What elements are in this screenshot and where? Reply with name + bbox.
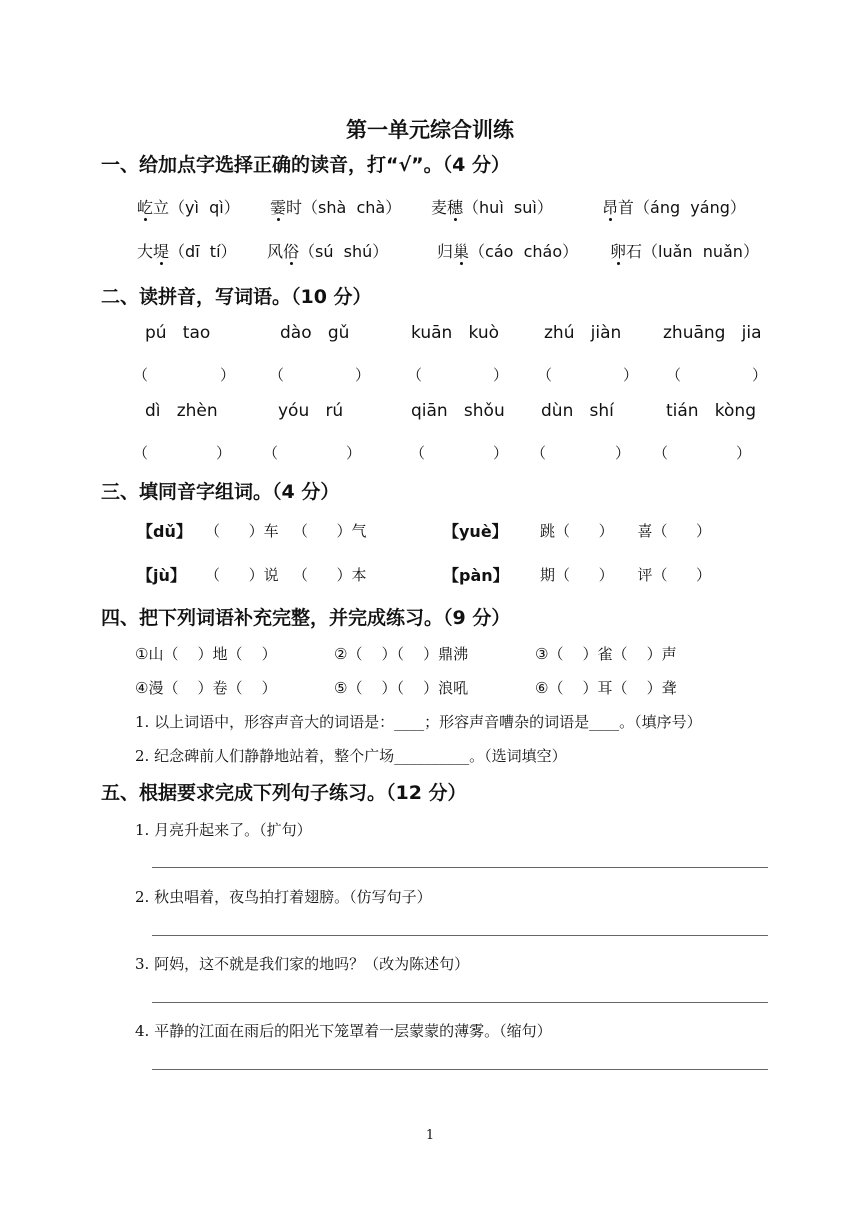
pinyin-word: tián kòng — [666, 401, 756, 421]
answer-paren-open: （ — [263, 444, 279, 462]
pinyin-word: pú tao — [145, 323, 211, 343]
question-text: 2. 秋虫唱着，夜鸟拍打着翅膀。（仿写句子） — [135, 888, 432, 906]
idiom-blank: ④漫（ ）卷（ ） — [135, 679, 277, 697]
idiom-blank: ⑥（ ）耳（ ）聋 — [535, 679, 677, 697]
answer-line — [152, 1002, 768, 1003]
pinyin-word: zhuāng jia — [663, 323, 762, 343]
idiom-blank: ①山（ ）地（ ） — [135, 645, 277, 663]
homophone-key: 【pàn】 — [443, 566, 509, 585]
answer-paren-close: ） — [736, 444, 752, 462]
page-number: 1 — [425, 1128, 435, 1143]
answer-paren-open: （ — [537, 366, 553, 384]
answer-paren-open: （ — [531, 444, 547, 462]
answer-paren-open: （ — [133, 366, 149, 384]
homophone-key: 【jù】 — [137, 566, 186, 585]
question-text: 1. 以上词语中，形容声音大的词语是：____；形容声音嘈杂的词语是____。（填序号） — [135, 713, 702, 731]
answer-paren-close: ） — [493, 366, 509, 384]
answer-paren-open: （ — [269, 366, 285, 384]
page-title: 第一单元综合训练 — [346, 118, 514, 142]
pinyin-choice-item: 麦穗（huì suì） — [431, 198, 553, 217]
answer-paren-open: （ — [666, 366, 682, 384]
answer-paren-open: （ — [133, 444, 149, 462]
section5-heading: 五、根据要求完成下列句子练习。（12 分） — [101, 782, 467, 804]
answer-paren-close: ） — [355, 366, 371, 384]
homophone-blanks: （ ）车 （ ）气 — [205, 522, 367, 540]
question-text: 4. 平静的江面在雨后的阳光下笼罩着一层蒙蒙的薄雾。（缩句） — [135, 1022, 552, 1040]
pinyin-word: dùn shí — [541, 401, 614, 421]
answer-paren-close: ） — [216, 444, 232, 462]
answer-line — [152, 1069, 768, 1070]
pinyin-word: kuān kuò — [411, 323, 499, 343]
pinyin-word: dào gǔ — [280, 323, 350, 343]
pinyin-choice-item: 归巢（cáo cháo） — [437, 242, 579, 261]
homophone-key: 【dǔ】 — [137, 522, 192, 541]
pinyin-choice-item: 昂首（áng yáng） — [602, 198, 746, 217]
question-text: 1. 月亮升起来了。（扩句） — [135, 821, 312, 839]
answer-paren-close: ） — [346, 444, 362, 462]
answer-paren-close: ） — [493, 444, 509, 462]
homophone-key: 【yuè】 — [443, 522, 508, 541]
answer-line — [152, 867, 768, 868]
homophone-blanks: 期（ ） 评（ ） — [540, 566, 712, 584]
pinyin-word: yóu rú — [278, 401, 344, 421]
homophone-blanks: 跳（ ） 喜（ ） — [540, 522, 712, 540]
question-text: 2. 纪念碑前人们静静地站着，整个广场__________。（选词填空） — [135, 747, 567, 765]
question-text: 3. 阿妈，这不就是我们家的地吗？（改为陈述句） — [135, 955, 470, 973]
section4-heading: 四、把下列词语补充完整，并完成练习。（9 分） — [101, 607, 511, 629]
answer-paren-close: ） — [752, 366, 768, 384]
idiom-blank: ②（ ）（ ）鼎沸 — [334, 645, 469, 663]
pinyin-word: dì zhèn — [145, 401, 218, 421]
pinyin-choice-item: 卵石（luǎn nuǎn） — [610, 242, 759, 261]
answer-paren-close: ） — [623, 366, 639, 384]
answer-paren-open: （ — [653, 444, 669, 462]
answer-paren-close: ） — [220, 366, 236, 384]
answer-paren-open: （ — [410, 444, 426, 462]
pinyin-word: qiān shǒu — [411, 401, 505, 421]
section2-heading: 二、读拼音，写词语。（10 分） — [101, 286, 372, 308]
answer-line — [152, 935, 768, 936]
answer-paren-open: （ — [407, 366, 423, 384]
answer-paren-close: ） — [615, 444, 631, 462]
homophone-blanks: （ ）说 （ ）本 — [205, 566, 367, 584]
idiom-blank: ⑤（ ）（ ）浪吼 — [334, 679, 469, 697]
section1-heading: 一、给加点字选择正确的读音，打“√”。（4 分） — [101, 154, 510, 176]
idiom-blank: ③（ ）雀（ ）声 — [535, 645, 677, 663]
pinyin-choice-item: 霎时（shà chà） — [270, 198, 402, 217]
pinyin-choice-item: 大堤（dī tí） — [137, 242, 237, 261]
pinyin-choice-item: 屹立（yì qì） — [137, 198, 240, 217]
section3-heading: 三、填同音字组词。（4 分） — [101, 481, 340, 503]
pinyin-word: zhú jiàn — [544, 323, 622, 343]
pinyin-choice-item: 风俗（sú shú） — [267, 242, 389, 261]
